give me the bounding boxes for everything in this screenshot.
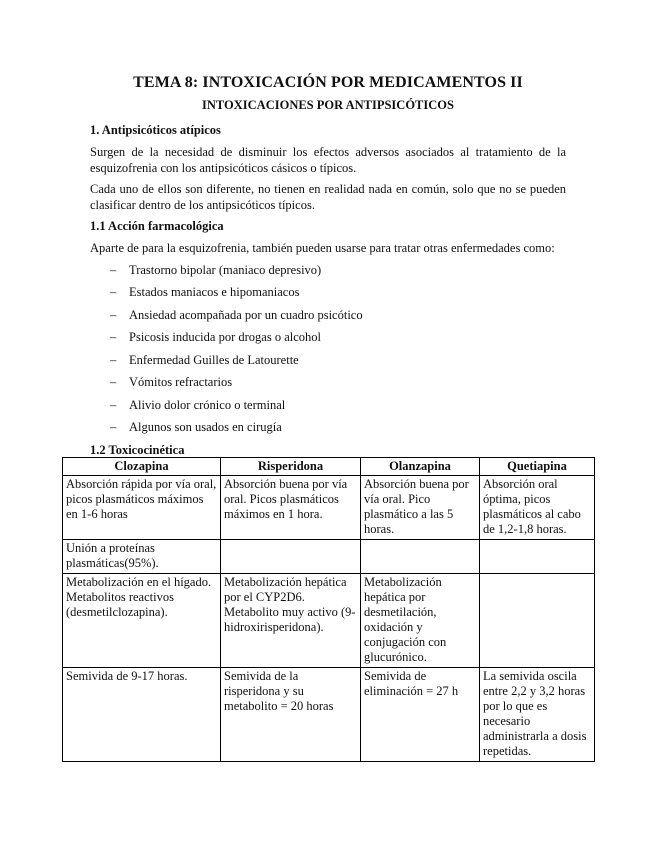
list-item	[90, 285, 566, 300]
table-cell: Semivida de la risperidona y su metabolito = 20 horas	[221, 668, 361, 762]
list-item-text: Trastorno bipolar (maniaco depresivo)	[129, 262, 322, 277]
table-cell: Semivida de eliminación = 27 h	[361, 668, 480, 762]
list-item	[90, 420, 566, 435]
paragraph-origen: Surgen de la necesidad de disminuir los efectos adversos asociados al tratamiento de la esquizofrenia con los antipsicóticos cásicos o típicos.	[90, 145, 566, 175]
list-item-text: Enfermedad Guilles de Latourette	[129, 352, 299, 367]
table-cell: Metabolización en el hígado. Metabolitos reactivos (desmetilclozapina).	[63, 574, 221, 668]
column-header-quetiapina: Quetiapina	[480, 458, 595, 476]
dash-bullet: –	[110, 307, 117, 322]
page-subtitle: INTOXICACIONES POR ANTIPSICÓTICOS	[202, 98, 454, 112]
dash-bullet: –	[110, 262, 117, 277]
list-item-text: Alivio dolor crónico o terminal	[129, 397, 286, 412]
list-item-text: Vómitos refractarios	[129, 375, 233, 389]
list-item	[90, 375, 566, 390]
dash-bullet: –	[110, 397, 117, 412]
uses-list	[90, 263, 566, 436]
list-item	[90, 308, 566, 323]
list-item	[90, 263, 566, 278]
paragraph-clasificacion: Cada uno de ellos son diferente, no tienen en realidad nada en común, solo que no se pueden clasificar dentro de los antipsicóticos típicos.	[90, 182, 566, 212]
list-item-text: Psicosis inducida por drogas o alcohol	[129, 330, 321, 344]
list-item	[90, 398, 566, 413]
dash-bullet: –	[110, 375, 117, 389]
list-item	[90, 330, 566, 345]
table-cell: Absorción buena por vía oral. Picos plasmáticos máximos en 1 hora.	[221, 476, 361, 540]
table-row	[63, 574, 595, 668]
table-row	[63, 476, 595, 540]
table-cell	[480, 574, 595, 668]
list-item	[90, 353, 566, 368]
table-cell: Absorción buena por vía oral. Pico plasmático a las 5 horas.	[361, 476, 480, 540]
table-cell	[361, 540, 480, 574]
table-row	[63, 540, 595, 574]
table-cell: Absorción oral óptima, picos plasmáticos al cabo de 1,2-1,8 horas.	[480, 476, 595, 540]
column-header-olanzapina: Olanzapina	[361, 458, 480, 476]
list-item-text: Algunos son usados en cirugía	[129, 420, 282, 434]
table-cell: Unión a proteínas plasmáticas(95%).	[63, 540, 221, 574]
table-cell: Metabolización hepática por desmetilación, oxidación y conjugación con glucurónico.	[361, 574, 480, 668]
table-cell	[480, 540, 595, 574]
section-heading-toxicocinetica: 1.2 Toxicocinética	[90, 442, 185, 457]
table-cell: Metabolización hepática por el CYP2D6. Metabolito muy activo (9- hidroxirisperidona).	[221, 574, 361, 668]
table-cell: Absorción rápida por vía oral, picos plasmáticos máximos en 1-6 horas	[63, 476, 221, 540]
page-title: TEMA 8: INTOXICACIÓN POR MEDICAMENTOS II	[133, 74, 523, 91]
dash-bullet: –	[110, 420, 117, 434]
document-page	[90, 74, 566, 465]
dash-bullet: –	[110, 352, 117, 367]
dash-bullet: –	[110, 330, 117, 344]
dash-bullet: –	[110, 285, 117, 299]
table-cell: Semivida de 9-17 horas.	[63, 668, 221, 762]
paragraph-usos-intro: Aparte de para la esquizofrenia, también pueden usarse para tratar otras enfermedades como:	[90, 241, 555, 255]
column-header-clozapina: Clozapina	[63, 458, 221, 476]
column-header-risperidona: Risperidona	[221, 458, 361, 476]
table-cell	[221, 540, 361, 574]
toxicokinetics-table	[62, 457, 595, 762]
section-heading-atipicos: 1. Antipsicóticos atípicos	[90, 123, 221, 137]
table-row	[63, 668, 595, 762]
table-header-row	[63, 458, 595, 476]
table-cell: La semivida oscila entre 2,2 y 3,2 horas por lo que es necesario administrarla a dosis repetidas.	[480, 668, 595, 762]
list-item-text: Ansiedad acompañada por un cuadro psicótico	[129, 307, 363, 322]
section-heading-accion: 1.1 Acción farmacológica	[90, 219, 224, 233]
list-item-text: Estados maniacos e hipomaniacos	[129, 285, 300, 299]
